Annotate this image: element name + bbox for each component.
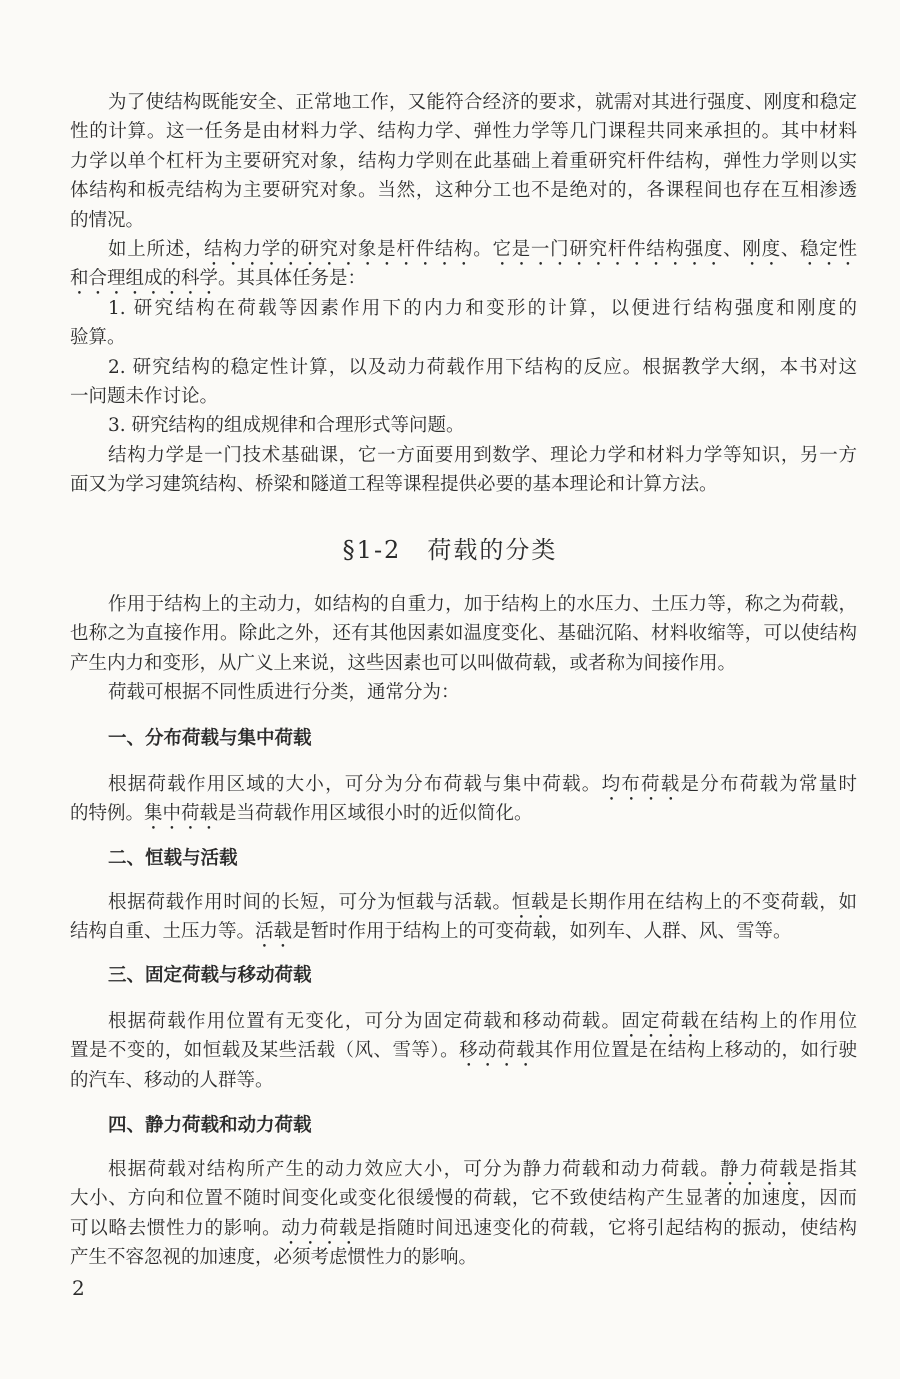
emphasized-term: 和合理组成的科学 bbox=[70, 268, 219, 290]
text-line bbox=[70, 1184, 857, 1213]
text-line bbox=[70, 590, 857, 619]
text-run: 根据荷载作用位置有无变化，可分为固定荷载和移动荷载。 bbox=[108, 1011, 622, 1032]
text-run: 根据荷载对结构所产生的动力效应大小，可分为静力荷载和动力荷载。 bbox=[108, 1159, 721, 1180]
paragraph bbox=[70, 353, 857, 412]
paragraph bbox=[70, 294, 857, 353]
text-run: 根据荷载作用区域的大小，可分为分布荷载与集中荷载。 bbox=[108, 774, 602, 795]
paragraph bbox=[70, 88, 857, 235]
text-line bbox=[70, 1007, 857, 1036]
subsection-heading: 三、固定荷载与移动荷载 bbox=[108, 965, 312, 986]
page-number: 2 bbox=[72, 1276, 85, 1300]
text-run: 3. 研究结构的组成规律和合理形式等问题。 bbox=[108, 415, 465, 437]
text-line bbox=[70, 1243, 857, 1272]
text-run: 是指随时间迅速变化的荷载，它将引起结构的振动，使结构 bbox=[358, 1217, 857, 1239]
paragraph bbox=[70, 590, 857, 678]
text-line bbox=[70, 1214, 857, 1243]
text-run: 验算。 bbox=[70, 327, 126, 349]
text-line bbox=[70, 1066, 857, 1095]
text-line bbox=[70, 678, 857, 707]
text-line bbox=[70, 411, 857, 440]
text-run: 体结构和板壳结构为主要研究对象。当然，这种分工也不是绝对的，各课程间也存在互相渗透 bbox=[70, 180, 857, 202]
text-line bbox=[70, 264, 857, 293]
text-block bbox=[70, 1007, 857, 1095]
paragraph bbox=[70, 1155, 857, 1273]
text-run: 。其具体任务是： bbox=[218, 268, 367, 290]
text-run: 。 bbox=[473, 238, 493, 260]
text-run: 根据荷载作用时间的长短，可分为恒载与活载。 bbox=[108, 892, 512, 913]
paragraph bbox=[70, 888, 857, 947]
text-run: 的情况。 bbox=[70, 209, 145, 231]
text-line bbox=[70, 294, 857, 323]
emphasized-term: 它是一门研究杆件结构强度、刚度、稳定性 bbox=[492, 238, 857, 260]
text-run: 置是不变的，如恒载及某些活载（风、雪等）。 bbox=[70, 1040, 460, 1062]
text-line bbox=[70, 353, 857, 382]
text-line bbox=[70, 176, 857, 205]
text-line bbox=[70, 619, 857, 648]
text-run: 如上所述， bbox=[108, 238, 205, 260]
text-run: 是当荷载作用区域很小时的近似简化。 bbox=[218, 803, 533, 825]
emphasized-term: 静力荷载 bbox=[720, 1159, 799, 1180]
text-run: 在结构上的作用位 bbox=[700, 1011, 857, 1032]
text-run: 是暂时作用于结构上的可变荷载，如列车、人群、风、雪等。 bbox=[292, 921, 792, 943]
text-line bbox=[70, 888, 857, 917]
text-line bbox=[70, 799, 857, 828]
emphasized-term: 集中荷载 bbox=[144, 803, 219, 825]
emphasized-term: 活载 bbox=[255, 921, 293, 943]
text-line bbox=[70, 917, 857, 946]
text-block bbox=[70, 888, 857, 947]
text-run: 荷载可根据不同性质进行分类，通常分为： bbox=[108, 682, 460, 704]
text-line bbox=[70, 117, 857, 146]
paragraph bbox=[70, 770, 857, 829]
text-line bbox=[70, 147, 857, 176]
paragraph bbox=[70, 411, 857, 440]
text-line bbox=[70, 235, 857, 264]
text-run: 的汽车、移动的人群等。 bbox=[70, 1069, 274, 1091]
text-block bbox=[70, 770, 857, 829]
emphasized-term: 结构力学的研究对象是杆件结构 bbox=[204, 238, 474, 260]
text-run: 力学以单个杠杆为主要研究对象，结构力学则在此基础上着重研究杆件结构，弹性力学则以实 bbox=[70, 150, 857, 172]
text-block bbox=[70, 1155, 857, 1273]
subsection-heading: 四、静力荷载和动力荷载 bbox=[108, 1115, 312, 1136]
text-run: 结构力学是一门技术基础课，它一方面要用到数学、理论力学和材料力学等知识，另一方 bbox=[108, 444, 857, 466]
paragraph bbox=[70, 1007, 857, 1095]
text-run: 可以略去惯性力的影响。 bbox=[70, 1217, 282, 1239]
text-line bbox=[70, 206, 857, 235]
paragraph bbox=[70, 235, 857, 294]
text-run: 的特例。 bbox=[70, 803, 145, 825]
text-run: 产生不容忽视的加速度，必须考虑惯性力的影响。 bbox=[70, 1247, 478, 1269]
text-block bbox=[70, 590, 857, 708]
text-line bbox=[70, 1155, 857, 1184]
text-line bbox=[70, 470, 857, 499]
text-run: 为了使结构既能安全、正常地工作，又能符合经济的要求，就需对其进行强度、刚度和稳定 bbox=[108, 92, 857, 113]
emphasized-term: 移动荷载 bbox=[459, 1040, 535, 1062]
text-run: 产生内力和变形，从广义上来说，这些因素也可以叫做荷载，或者称为间接作用。 bbox=[70, 652, 737, 674]
text-run: 面又为学习建筑结构、桥梁和隧道工程等课程提供必要的基本理论和计算方法。 bbox=[70, 474, 718, 496]
text-line bbox=[70, 441, 857, 470]
text-run: 2. 研究结构的稳定性计算，以及动力荷载作用下结构的反应。根据教学大纲，本书对这 bbox=[108, 356, 857, 378]
text-line bbox=[70, 382, 857, 411]
text-line bbox=[70, 649, 857, 678]
text-line bbox=[70, 323, 857, 352]
subsection-heading: 二、恒载与活载 bbox=[108, 848, 238, 869]
subsection-heading: 一、分布荷载与集中荷载 bbox=[108, 728, 312, 749]
text-line bbox=[70, 1036, 857, 1065]
text-run: 结构自重、土压力等。 bbox=[70, 921, 256, 943]
text-run: 作用于结构上的主动力，如结构的自重力，加于结构上的水压力、土压力等，称之为荷载， bbox=[108, 594, 857, 615]
text-run: 是长期作用在结构上的不变荷载，如 bbox=[550, 892, 857, 913]
emphasized-term: 均布荷载 bbox=[601, 774, 681, 795]
text-line bbox=[70, 88, 857, 117]
emphasized-term: 恒载 bbox=[511, 892, 551, 913]
paragraph bbox=[70, 441, 857, 500]
emphasized-term: 动力荷载 bbox=[281, 1217, 359, 1239]
text-run: 是分布荷载为常量时 bbox=[680, 774, 857, 795]
text-block bbox=[70, 88, 857, 499]
text-run: 其作用位置是在结构上移动的，如行驶 bbox=[534, 1040, 857, 1062]
text-run: 性的计算。这一任务是由材料力学、结构力学、弹性力学等几门课程共同来承担的。其中材料 bbox=[70, 121, 857, 143]
paragraph bbox=[70, 678, 857, 707]
text-run: 1. 研究结构在荷载等因素作用下的内力和变形的计算，以便进行结构强度和刚度的 bbox=[108, 297, 857, 319]
text-run: 大小、方向和位置不随时间变化或变化很缓慢的荷载，它不致使结构产生显著的加速度，因而 bbox=[70, 1188, 857, 1210]
emphasized-term: 固定荷载 bbox=[621, 1011, 701, 1032]
text-run: 是指其 bbox=[798, 1159, 857, 1180]
section-heading: §1-2 荷载的分类 bbox=[342, 536, 558, 564]
text-run: 也称之为直接作用。除此之外，还有其他因素如温度变化、基础沉陷、材料收缩等，可以使结构 bbox=[70, 623, 857, 645]
text-run: 一问题未作讨论。 bbox=[70, 385, 219, 407]
text-line bbox=[70, 770, 857, 799]
